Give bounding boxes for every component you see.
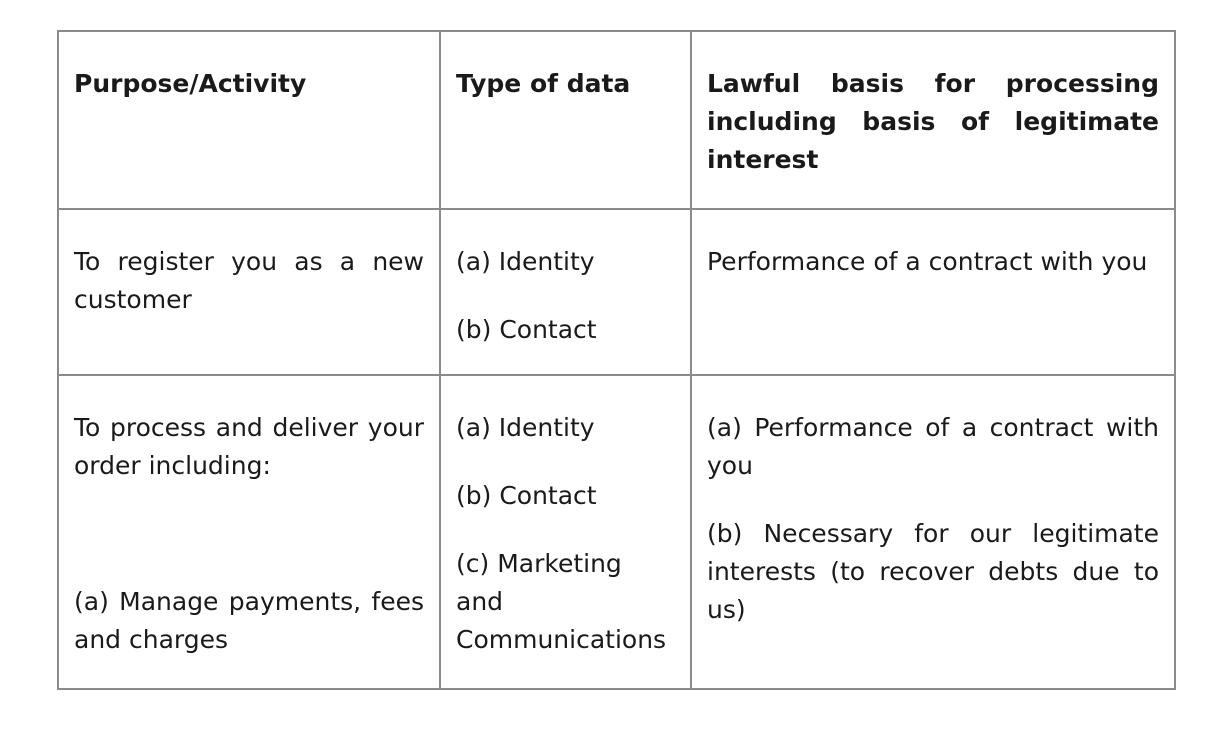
table-header-row bbox=[58, 31, 1175, 209]
lawful-basis-table bbox=[57, 30, 1176, 690]
row-2-lawful-basis-a: (a) Performance of a contract with you bbox=[707, 413, 1159, 480]
header-purpose: Purpose/Activity bbox=[74, 69, 307, 98]
row-2-type-item-b: (b) Contact bbox=[456, 481, 597, 510]
row-2-type-item-c: (c) Marketing and Communications bbox=[456, 549, 667, 654]
row-2-lawful-basis-b: (b) Necessary for our legitimate interests (to recover debts due to us) bbox=[707, 519, 1159, 624]
row-2-purpose-item-a: (a) Manage payments, fees and charges bbox=[74, 587, 424, 654]
row-1-purpose: To register you as a new customer bbox=[74, 247, 424, 314]
table-row bbox=[58, 375, 1175, 689]
header-purpose-cell bbox=[58, 31, 440, 209]
row-1-type-item-a: (a) Identity bbox=[456, 247, 595, 276]
header-lawful-basis-line-1: Lawful basis for processing bbox=[707, 69, 1159, 98]
row-1-type-of-data-cell bbox=[440, 209, 691, 375]
row-2-lawful-basis-cell bbox=[691, 375, 1175, 689]
row-2-purpose-cell bbox=[58, 375, 440, 689]
header-type-of-data: Type of data bbox=[456, 69, 631, 98]
header-lawful-basis-cell bbox=[691, 31, 1175, 209]
header-type-of-data-cell bbox=[440, 31, 691, 209]
row-1-lawful-basis-cell bbox=[691, 209, 1175, 375]
row-2-purpose-spacer bbox=[74, 485, 424, 583]
header-lawful-basis-line-2: including basis of legitimate bbox=[707, 107, 1159, 136]
row-2-type-item-a: (a) Identity bbox=[456, 413, 595, 442]
row-2-type-of-data-cell bbox=[440, 375, 691, 689]
row-1-lawful-basis: Performance of a contract with you bbox=[707, 247, 1148, 276]
row-2-purpose-intro: To process and deliver your order including: bbox=[74, 413, 424, 480]
row-1-purpose-cell bbox=[58, 209, 440, 375]
row-1-type-item-b: (b) Contact bbox=[456, 315, 597, 344]
table-row bbox=[58, 209, 1175, 375]
header-lawful-basis-line-3: interest bbox=[707, 145, 819, 174]
